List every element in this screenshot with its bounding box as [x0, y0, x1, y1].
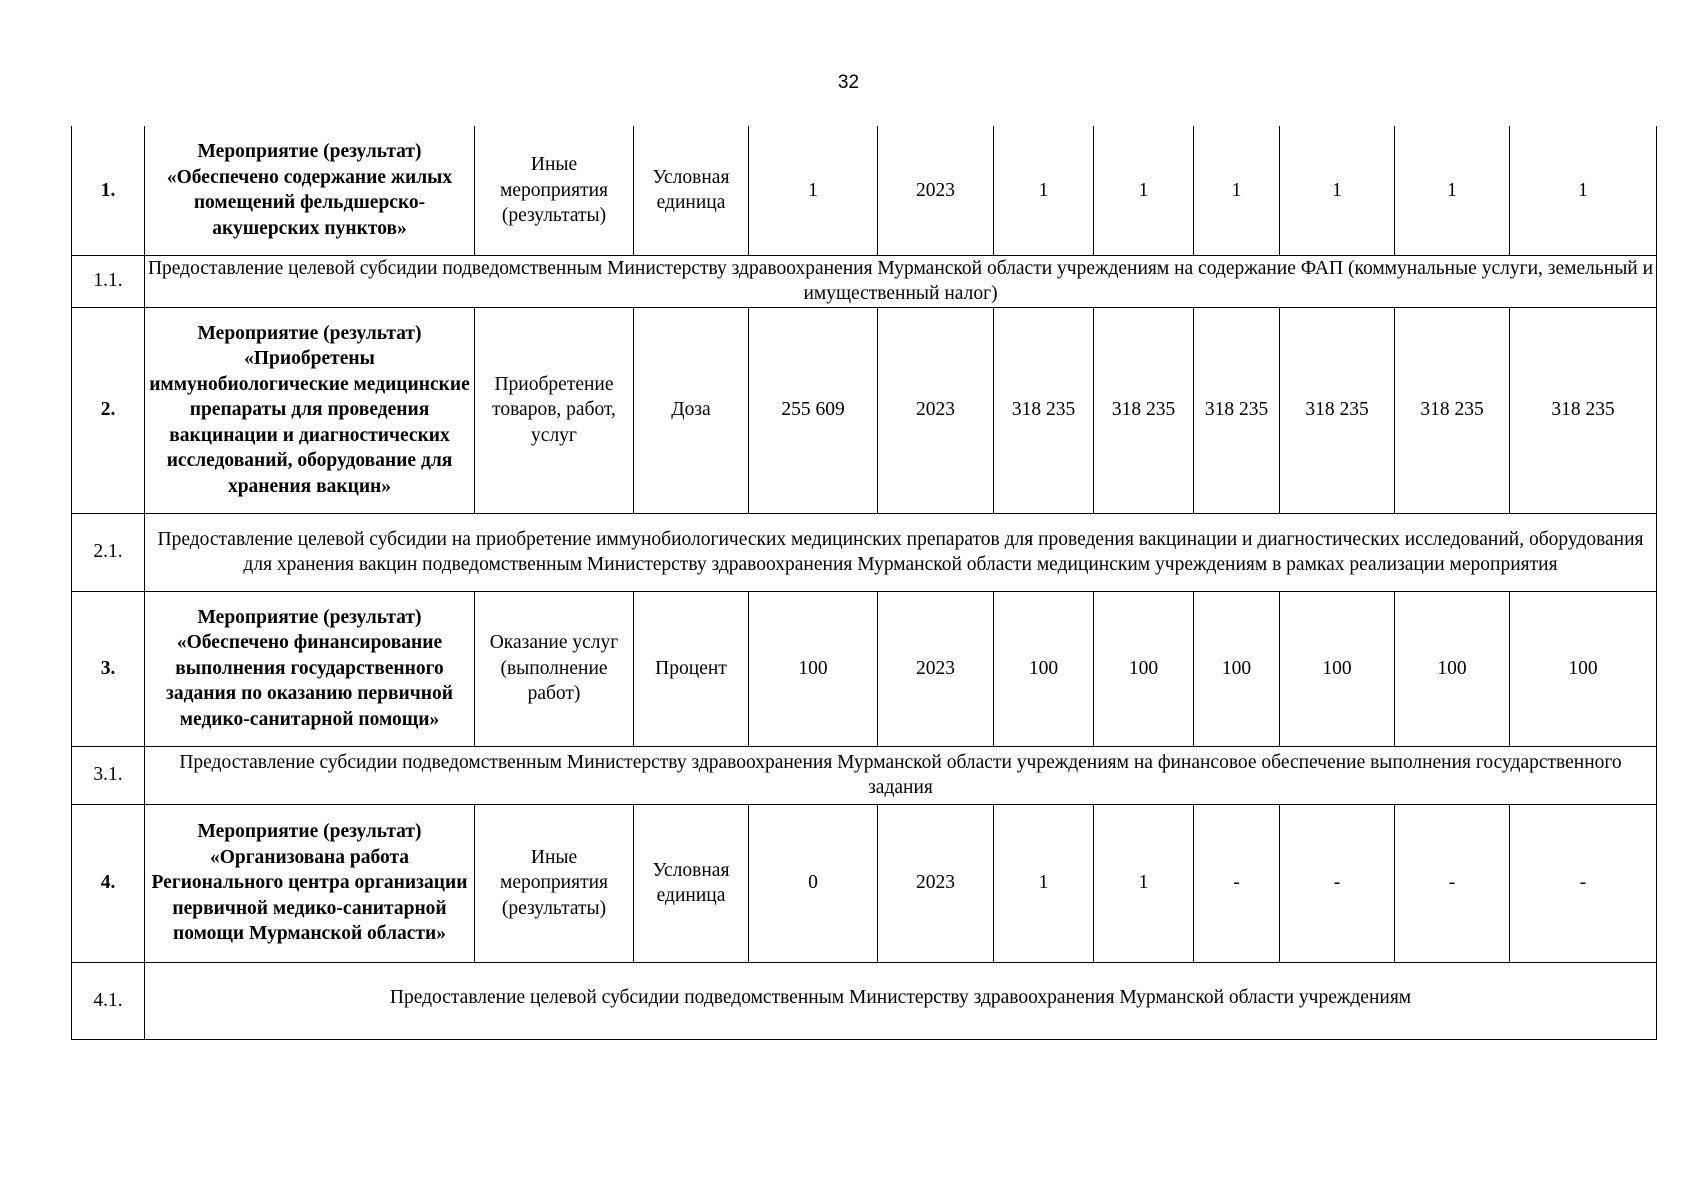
sub-row-description: Предоставление целевой субсидии подведомственным Министерству здравоохранения Мурманской области учреждениям	[145, 962, 1657, 1039]
year-value: 1	[1094, 126, 1194, 255]
table-row	[72, 804, 1657, 962]
page-number: 32	[837, 72, 860, 93]
sub-row	[72, 513, 1657, 591]
year-value: 1	[1395, 126, 1510, 255]
sub-row-description: Предоставление целевой субсидии подведомственным Министерству здравоохранения Мурманской области учреждениям на содержание ФАП (коммунальные услуги, земельный и имущественный налог)	[145, 255, 1657, 307]
base-year: 2023	[878, 591, 994, 746]
activity-type: Иные мероприятия (результаты)	[475, 804, 634, 962]
year-value: 1	[994, 804, 1094, 962]
table-row	[72, 307, 1657, 513]
activity-type: Приобретение товаров, работ, услуг	[475, 307, 634, 513]
year-value: 100	[1094, 591, 1194, 746]
activity-type: Оказание услуг (выполнение работ)	[475, 591, 634, 746]
unit-of-measure: Доза	[634, 307, 749, 513]
base-year: 2023	[878, 804, 994, 962]
year-value: 1	[1280, 126, 1395, 255]
year-value: 100	[1510, 591, 1657, 746]
table-row	[72, 591, 1657, 746]
year-value: 1	[1510, 126, 1657, 255]
year-value: -	[1280, 804, 1395, 962]
activity-title: Мероприятие (результат) «Обеспечено финансирование выполнения государственного задания по оказанию первичной медико-санитарной помощи»	[145, 591, 475, 746]
base-value: 1	[749, 126, 878, 255]
year-value: -	[1194, 804, 1280, 962]
sub-row-number: 4.1.	[72, 962, 145, 1039]
activity-title: Мероприятие (результат) «Обеспечено содержание жилых помещений фельдшерско-акушерских пунктов»	[145, 126, 475, 255]
year-value: 1	[1194, 126, 1280, 255]
row-number: 1.	[72, 126, 145, 255]
sub-row	[72, 746, 1657, 804]
year-value: -	[1510, 804, 1657, 962]
year-value: -	[1395, 804, 1510, 962]
sub-row-number: 2.1.	[72, 513, 145, 591]
base-value: 255 609	[749, 307, 878, 513]
base-year: 2023	[878, 126, 994, 255]
sub-row-number: 3.1.	[72, 746, 145, 804]
sub-row-description: Предоставление целевой субсидии на приобретение иммунобиологических медицинских препаратов для проведения вакцинации и диагностических исследований, оборудования для хранения вакцин подведомственным Министерству здравоохранения Мурманской области медицинским учреждениям в рамках реализации мероприятия	[145, 513, 1657, 591]
sub-row	[72, 255, 1657, 307]
year-value: 100	[994, 591, 1094, 746]
base-value: 0	[749, 804, 878, 962]
activity-title: Мероприятие (результат) «Приобретены иммунобиологические медицинские препараты для проведения вакцинации и диагностических исследований, оборудование для хранения вакцин»	[145, 307, 475, 513]
year-value: 318 235	[994, 307, 1094, 513]
table-row	[72, 126, 1657, 255]
activity-type: Иные мероприятия (результаты)	[475, 126, 634, 255]
year-value: 100	[1194, 591, 1280, 746]
unit-of-measure: Условная единица	[634, 804, 749, 962]
unit-of-measure: Процент	[634, 591, 749, 746]
sub-row-number: 1.1.	[72, 255, 145, 307]
year-value: 1	[994, 126, 1094, 255]
year-value: 1	[1094, 804, 1194, 962]
year-value: 100	[1280, 591, 1395, 746]
year-value: 100	[1395, 591, 1510, 746]
sub-row	[72, 962, 1657, 1039]
row-number: 4.	[72, 804, 145, 962]
sub-row-description: Предоставление субсидии подведомственным Министерству здравоохранения Мурманской области учреждениям на финансовое обеспечение выполнения государственного задания	[145, 746, 1657, 804]
activity-title: Мероприятие (результат) «Организована работа Регионального центра организации первичной медико-санитарной помощи Мурманской области»	[145, 804, 475, 962]
base-value: 100	[749, 591, 878, 746]
row-number: 3.	[72, 591, 145, 746]
unit-of-measure: Условная единица	[634, 126, 749, 255]
row-number: 2.	[72, 307, 145, 513]
year-value: 318 235	[1395, 307, 1510, 513]
base-year: 2023	[878, 307, 994, 513]
year-value: 318 235	[1094, 307, 1194, 513]
results-table	[71, 126, 1657, 1040]
year-value: 318 235	[1280, 307, 1395, 513]
year-value: 318 235	[1510, 307, 1657, 513]
year-value: 318 235	[1194, 307, 1280, 513]
